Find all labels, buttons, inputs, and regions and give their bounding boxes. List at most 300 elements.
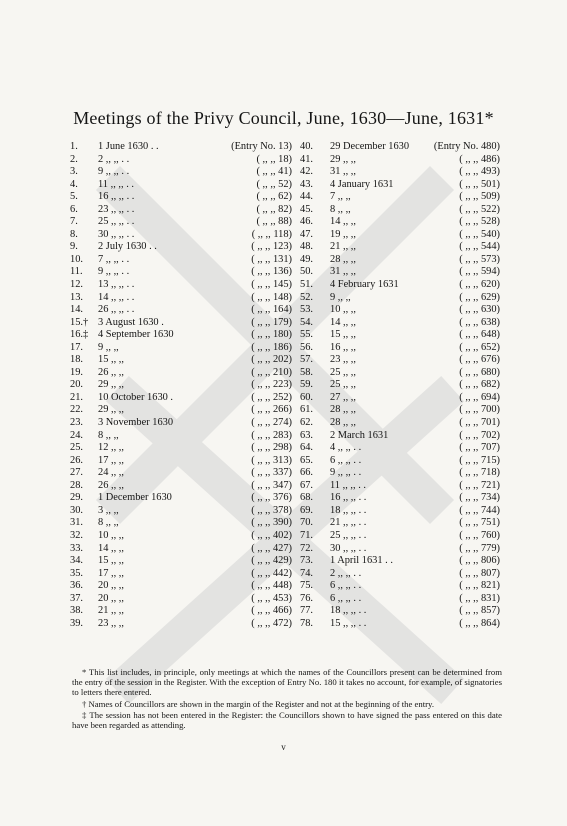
footnote-asterisk: * This list includes, in principle, only meetings at which the names of the Councillors present can be determined from the entry of the session in the Register. With the exception of Entry No. 180 it takes no account, for example, of signatories to letters there entered. xyxy=(72,667,502,698)
meeting-entry: ( ,, ,, 620) xyxy=(459,279,500,291)
meeting-row xyxy=(300,304,500,317)
meeting-num: 56. xyxy=(300,341,313,353)
meeting-entry: ( ,, ,, 427) xyxy=(251,542,292,554)
meeting-date: 30 ,, ,, . . xyxy=(98,228,135,240)
meeting-num: 33. xyxy=(70,542,83,554)
meeting-date: 16 ,, ,, . . xyxy=(330,492,367,504)
meeting-row xyxy=(300,266,500,279)
meeting-date: 3 November 1630 xyxy=(98,417,174,429)
meeting-num: 3. xyxy=(70,166,78,178)
meeting-entry: ( ,, ,, 779) xyxy=(459,542,500,554)
meeting-row xyxy=(70,342,292,355)
meeting-num: 47. xyxy=(300,228,313,240)
meeting-entry: ( ,, ,, 337) xyxy=(251,467,292,479)
meeting-entry: ( ,, ,, 707) xyxy=(459,442,500,454)
meeting-row xyxy=(300,580,500,593)
meeting-num: 69. xyxy=(300,504,313,516)
meeting-date: 9 ,, ,, . . xyxy=(330,467,362,479)
meeting-row xyxy=(70,367,292,380)
meeting-entry: ( ,, ,, 821) xyxy=(459,580,500,592)
meeting-entry: ( ,, ,, 131) xyxy=(251,253,292,265)
meeting-num: 1. xyxy=(70,141,78,152)
meeting-entry: (Entry No. 13) xyxy=(231,141,292,152)
meeting-entry: ( ,, ,, 501) xyxy=(459,178,500,190)
meeting-row xyxy=(70,568,292,581)
meeting-date: 25 ,, ,, xyxy=(330,379,356,391)
meeting-row xyxy=(300,593,500,606)
meeting-row xyxy=(70,216,292,229)
meeting-row xyxy=(300,166,500,179)
meeting-date: 3 ,, ,, xyxy=(98,504,119,516)
meeting-date: 28 ,, ,, xyxy=(330,417,356,429)
meeting-entry: ( ,, ,, 638) xyxy=(459,316,500,328)
meeting-date: 9 ,, ,, . . xyxy=(98,166,130,178)
meeting-entry: ( ,, ,, 180) xyxy=(251,329,292,341)
meeting-entry: ( ,, ,, 123) xyxy=(251,241,292,253)
meeting-num: 65. xyxy=(300,454,313,466)
meeting-row xyxy=(70,266,292,279)
meeting-date: 25 ,, ,, xyxy=(330,366,356,378)
meeting-row xyxy=(300,505,500,518)
meeting-date: 1 December 1630 xyxy=(98,492,172,504)
meeting-entry: ( ,, ,, 806) xyxy=(459,555,500,567)
meeting-entry: ( ,, ,, 630) xyxy=(459,304,500,316)
meeting-row xyxy=(300,442,500,455)
meeting-date: 27 ,, ,, xyxy=(330,391,356,403)
meeting-entry: ( ,, ,, 721) xyxy=(459,479,500,491)
meeting-entry: ( ,, ,, 210) xyxy=(251,366,292,378)
meeting-num: 70. xyxy=(300,517,313,529)
meeting-date: 1 April 1631 . . xyxy=(330,555,393,567)
meeting-entry: ( ,, ,, 648) xyxy=(459,329,500,341)
meeting-entry: ( ,, ,, 629) xyxy=(459,291,500,303)
meeting-date: 29 ,, ,, xyxy=(98,404,124,416)
meeting-entry: ( ,, ,, 223) xyxy=(251,379,292,391)
meeting-row xyxy=(300,279,500,292)
meeting-date: 15 ,, ,, . . xyxy=(330,617,367,629)
meeting-row xyxy=(70,417,292,430)
meeting-entry: ( ,, ,, 62) xyxy=(256,191,292,203)
meeting-date: 21 ,, ,, . . xyxy=(330,517,367,529)
meeting-num: 63. xyxy=(300,429,313,441)
meeting-date: 16 ,, ,, . . xyxy=(98,191,135,203)
meeting-num: 45. xyxy=(300,203,313,215)
meeting-date: 7 ,, ,, xyxy=(330,191,351,203)
meeting-num: 39. xyxy=(70,617,83,629)
meeting-entry: ( ,, ,, 402) xyxy=(251,529,292,541)
meeting-date: 29 ,, ,, xyxy=(98,379,124,391)
meeting-num: 78. xyxy=(300,617,313,629)
meeting-date: 28 ,, ,, xyxy=(330,404,356,416)
meeting-row xyxy=(300,367,500,380)
meeting-num: 46. xyxy=(300,216,313,228)
meeting-date: 9 ,, ,, xyxy=(330,291,351,303)
meeting-num: 40. xyxy=(300,141,313,152)
meeting-row xyxy=(300,317,500,330)
meeting-row xyxy=(300,179,500,192)
meeting-date: 6 ,, ,, . . xyxy=(330,592,362,604)
meeting-row xyxy=(300,455,500,468)
meeting-row xyxy=(300,480,500,493)
meeting-entry: ( ,, ,, 164) xyxy=(251,304,292,316)
meeting-entry: ( ,, ,, 528) xyxy=(459,216,500,228)
meeting-entry: ( ,, ,, 744) xyxy=(459,504,500,516)
meeting-date: 10 ,, ,, xyxy=(98,529,124,541)
meeting-row xyxy=(300,618,500,631)
meeting-num: 61. xyxy=(300,404,313,416)
meeting-num: 32. xyxy=(70,529,83,541)
meeting-row xyxy=(70,543,292,556)
meeting-num: 4. xyxy=(70,178,78,190)
meeting-row xyxy=(70,442,292,455)
footnote-dagger: † Names of Councillors are shown in the margin of the Register and not at the beginning of the entry. xyxy=(82,698,435,709)
meeting-date: 14 ,, ,, xyxy=(330,216,356,228)
meeting-date: 12 ,, ,, xyxy=(98,442,124,454)
meeting-row xyxy=(300,543,500,556)
meeting-num: 29. xyxy=(70,492,83,504)
meeting-entry: ( ,, ,, 857) xyxy=(459,605,500,617)
meeting-entry: ( ,, ,, 148) xyxy=(251,291,292,303)
meeting-date: 23 ,, ,, xyxy=(98,617,124,629)
meeting-num: 73. xyxy=(300,555,313,567)
meeting-date: 2 March 1631 xyxy=(330,429,389,441)
meeting-entry: ( ,, ,, 347) xyxy=(251,479,292,491)
meeting-num: 27. xyxy=(70,467,83,479)
meeting-row xyxy=(70,605,292,618)
meeting-row xyxy=(300,467,500,480)
meeting-row xyxy=(300,342,500,355)
meeting-row xyxy=(70,467,292,480)
meeting-row xyxy=(300,417,500,430)
meeting-date: 29 December 1630 xyxy=(330,141,410,152)
meeting-entry: ( ,, ,, 266) xyxy=(251,404,292,416)
meeting-date: 9 ,, ,, xyxy=(98,341,119,353)
meeting-row xyxy=(70,154,292,167)
meeting-num: 60. xyxy=(300,391,313,403)
meeting-entry: ( ,, ,, 594) xyxy=(459,266,500,278)
meeting-date: 23 ,, ,, xyxy=(330,354,356,366)
meeting-row xyxy=(70,555,292,568)
meeting-row xyxy=(300,241,500,254)
meeting-entry: ( ,, ,, 676) xyxy=(459,354,500,366)
meeting-date: 24 ,, ,, xyxy=(98,467,124,479)
meeting-num: 18. xyxy=(70,354,83,366)
meeting-num: 41. xyxy=(300,153,313,165)
meeting-row xyxy=(70,392,292,405)
meeting-num: 54. xyxy=(300,316,313,328)
meeting-row xyxy=(300,605,500,618)
meeting-entry: ( ,, ,, 41) xyxy=(256,166,292,178)
meeting-num: 20. xyxy=(70,379,83,391)
meeting-entry: ( ,, ,, 429) xyxy=(251,555,292,567)
meeting-num: 43. xyxy=(300,178,313,190)
meeting-num: 15.† xyxy=(70,316,89,328)
meeting-date: 29 ,, ,, xyxy=(330,153,356,165)
meeting-date: 31 ,, ,, xyxy=(330,266,356,278)
meeting-date: 21 ,, ,, xyxy=(98,605,124,617)
meeting-date: 6 ,, ,, . . xyxy=(330,454,362,466)
meetings-column-right xyxy=(300,141,500,630)
meeting-num: 12. xyxy=(70,279,83,291)
meeting-num: 2. xyxy=(70,153,78,165)
meeting-row xyxy=(70,254,292,267)
meeting-date: 14 ,, ,, . . xyxy=(98,291,135,303)
meeting-num: 11. xyxy=(70,266,83,278)
meeting-entry: ( ,, ,, 82) xyxy=(256,203,292,215)
meeting-row xyxy=(300,530,500,543)
meeting-num: 72. xyxy=(300,542,313,554)
meeting-row xyxy=(70,279,292,292)
meeting-num: 51. xyxy=(300,279,313,291)
meeting-entry: ( ,, ,, 274) xyxy=(251,417,292,429)
meeting-entry: ( ,, ,, 466) xyxy=(251,605,292,617)
meeting-date: 20 ,, ,, xyxy=(98,580,124,592)
meeting-entry: ( ,, ,, 573) xyxy=(459,253,500,265)
meeting-row xyxy=(70,580,292,593)
meeting-date: 26 ,, ,, xyxy=(98,479,124,491)
meeting-row xyxy=(70,530,292,543)
meeting-num: 30. xyxy=(70,504,83,516)
meeting-entry: ( ,, ,, 718) xyxy=(459,467,500,479)
meeting-row xyxy=(70,354,292,367)
meeting-row xyxy=(70,379,292,392)
meeting-num: 22. xyxy=(70,404,83,416)
meeting-entry: ( ,, ,, 283) xyxy=(251,429,292,441)
meeting-entry: ( ,, ,, 540) xyxy=(459,228,500,240)
meeting-entry: ( ,, ,, 376) xyxy=(251,492,292,504)
meeting-entry: ( ,, ,, 734) xyxy=(459,492,500,504)
meeting-row xyxy=(300,392,500,405)
meeting-num: 19. xyxy=(70,366,83,378)
meeting-entry: ( ,, ,, 145) xyxy=(251,279,292,291)
meeting-date: 11 ,, ,, . . xyxy=(330,479,366,491)
meeting-row xyxy=(300,191,500,204)
meeting-date: 21 ,, ,, xyxy=(330,241,356,253)
meeting-date: 8 ,, ,, xyxy=(330,203,351,215)
meeting-entry: ( ,, ,, 252) xyxy=(251,391,292,403)
meeting-row xyxy=(70,191,292,204)
meeting-entry: ( ,, ,, 682) xyxy=(459,379,500,391)
meeting-entry: ( ,, ,, 680) xyxy=(459,366,500,378)
meeting-num: 34. xyxy=(70,555,83,567)
meeting-date: 4 ,, ,, . . xyxy=(330,442,362,454)
meeting-num: 23. xyxy=(70,417,83,429)
meeting-date: 15 ,, ,, xyxy=(98,354,124,366)
meeting-row xyxy=(300,517,500,530)
meeting-date: 26 ,, ,, . . xyxy=(98,304,135,316)
meeting-date: 23 ,, ,, . . xyxy=(98,203,135,215)
meeting-num: 14. xyxy=(70,304,83,316)
meeting-date: 31 ,, ,, xyxy=(330,166,356,178)
meeting-date: 16 ,, ,, xyxy=(330,341,356,353)
meeting-date: 15 ,, ,, xyxy=(98,555,124,567)
meeting-num: 38. xyxy=(70,605,83,617)
meeting-entry: ( ,, ,, 136) xyxy=(251,266,292,278)
meeting-row xyxy=(300,379,500,392)
meeting-row xyxy=(70,430,292,443)
meeting-num: 64. xyxy=(300,442,313,454)
meeting-num: 71. xyxy=(300,529,313,541)
meeting-row xyxy=(300,404,500,417)
meeting-entry: ( ,, ,, 864) xyxy=(459,617,500,629)
meeting-entry: ( ,, ,, 448) xyxy=(251,580,292,592)
meeting-date: 20 ,, ,, xyxy=(98,592,124,604)
meeting-num: 75. xyxy=(300,580,313,592)
meeting-num: 66. xyxy=(300,467,313,479)
meeting-row xyxy=(70,179,292,192)
meeting-date: 30 ,, ,, . . xyxy=(330,542,367,554)
meeting-num: 68. xyxy=(300,492,313,504)
meeting-row xyxy=(70,593,292,606)
meeting-row xyxy=(70,505,292,518)
meeting-row xyxy=(300,292,500,305)
meeting-num: 42. xyxy=(300,166,313,178)
meeting-entry: ( ,, ,, 390) xyxy=(251,517,292,529)
meeting-row xyxy=(300,354,500,367)
meeting-num: 59. xyxy=(300,379,313,391)
meeting-num: 77. xyxy=(300,605,313,617)
meeting-entry: ( ,, ,, 378) xyxy=(251,504,292,516)
meeting-entry: (Entry No. 480) xyxy=(433,141,500,152)
meeting-num: 74. xyxy=(300,567,313,579)
meeting-row xyxy=(300,492,500,505)
meeting-entry: ( ,, ,, 486) xyxy=(459,153,500,165)
footnotes xyxy=(72,667,502,731)
meeting-entry: ( ,, ,, 52) xyxy=(256,178,292,190)
meeting-num: 13. xyxy=(70,291,83,303)
meeting-entry: ( ,, ,, 702) xyxy=(459,429,500,441)
meeting-entry: ( ,, ,, 442) xyxy=(251,567,292,579)
meeting-entry: ( ,, ,, 179) xyxy=(251,316,292,328)
meeting-num: 31. xyxy=(70,517,83,529)
meeting-row xyxy=(300,254,500,267)
meeting-num: 25. xyxy=(70,442,83,454)
meeting-date: 28 ,, ,, xyxy=(330,253,356,265)
meeting-num: 10. xyxy=(70,253,83,265)
meeting-entry: ( ,, ,, 694) xyxy=(459,391,500,403)
meeting-num: 76. xyxy=(300,592,313,604)
meeting-num: 44. xyxy=(300,191,313,203)
meeting-date: 11 ,, ,, . . xyxy=(98,178,134,190)
meeting-num: 28. xyxy=(70,479,83,491)
meeting-num: 8. xyxy=(70,228,78,240)
meeting-row xyxy=(70,241,292,254)
meeting-entry: ( ,, ,, 715) xyxy=(459,454,500,466)
meeting-date: 26 ,, ,, xyxy=(98,366,124,378)
meeting-date: 10 October 1630 . xyxy=(98,391,174,403)
meeting-date: 4 September 1630 xyxy=(98,329,174,341)
meeting-date: 3 August 1630 . xyxy=(98,316,164,328)
meeting-num: 26. xyxy=(70,454,83,466)
meeting-row xyxy=(70,455,292,468)
meeting-entry: ( ,, ,, 298) xyxy=(251,442,292,454)
meeting-entry: ( ,, ,, 493) xyxy=(459,166,500,178)
meeting-row xyxy=(300,204,500,217)
meeting-entry: ( ,, ,, 760) xyxy=(459,529,500,541)
meeting-num: 58. xyxy=(300,366,313,378)
meeting-row xyxy=(70,517,292,530)
meeting-row xyxy=(70,317,292,330)
meeting-row xyxy=(300,430,500,443)
meeting-entry: ( ,, ,, 88) xyxy=(256,216,292,228)
meeting-date: 4 January 1631 xyxy=(330,178,394,190)
meeting-date: 25 ,, ,, . . xyxy=(98,216,135,228)
meeting-date: 8 ,, ,, xyxy=(98,429,119,441)
meeting-num: 35. xyxy=(70,567,83,579)
meeting-num: 62. xyxy=(300,417,313,429)
meeting-date: 17 ,, ,, xyxy=(98,567,124,579)
meeting-row xyxy=(300,229,500,242)
meeting-row xyxy=(70,492,292,505)
meeting-row xyxy=(70,329,292,342)
meeting-num: 9. xyxy=(70,241,78,253)
meeting-date: 6 ,, ,, . . xyxy=(330,580,362,592)
meeting-date: 10 ,, ,, xyxy=(330,304,356,316)
meeting-entry: ( ,, ,, 509) xyxy=(459,191,500,203)
meeting-num: 17. xyxy=(70,341,83,353)
meeting-num: 57. xyxy=(300,354,313,366)
meeting-row xyxy=(300,154,500,167)
meeting-date: 14 ,, ,, xyxy=(98,542,124,554)
meeting-row xyxy=(300,568,500,581)
meeting-row xyxy=(300,329,500,342)
meeting-date: 2 July 1630 . . xyxy=(98,241,157,253)
meeting-row xyxy=(70,404,292,417)
meeting-row xyxy=(70,166,292,179)
meeting-date: 17 ,, ,, xyxy=(98,454,124,466)
meeting-row xyxy=(70,292,292,305)
meeting-row xyxy=(70,480,292,493)
meeting-entry: ( ,, ,, 700) xyxy=(459,404,500,416)
meeting-date: 1 June 1630 . . xyxy=(98,141,159,152)
meeting-num: 24. xyxy=(70,429,83,441)
meeting-num: 50. xyxy=(300,266,313,278)
meeting-row xyxy=(70,229,292,242)
meeting-entry: ( ,, ,, 472) xyxy=(251,617,292,629)
meeting-num: 67. xyxy=(300,479,313,491)
meeting-entry: ( ,, ,, 313) xyxy=(251,454,292,466)
footnote-double-dagger: ‡ The session has not been entered in the Register: the Councillors shown to have signed the pass entered on this date have been regarded as attending. xyxy=(72,709,502,731)
meeting-entry: ( ,, ,, 701) xyxy=(459,417,500,429)
meeting-date: 13 ,, ,, . . xyxy=(98,279,135,291)
meeting-date: 7 ,, ,, . . xyxy=(98,253,130,265)
meeting-row xyxy=(300,141,500,154)
meeting-num: 55. xyxy=(300,329,313,341)
meeting-date: 14 ,, ,, xyxy=(330,316,356,328)
meeting-entry: ( ,, ,, 453) xyxy=(251,592,292,604)
page-title: Meetings of the Privy Council, June, 1630—June, 1631* xyxy=(73,108,494,128)
meeting-num: 21. xyxy=(70,391,83,403)
meeting-entry: ( ,, ,, 522) xyxy=(459,203,500,215)
meeting-num: 7. xyxy=(70,216,78,228)
meeting-entry: ( ,, ,, 544) xyxy=(459,241,500,253)
meeting-date: 19 ,, ,, xyxy=(330,228,356,240)
meeting-entry: ( ,, ,, 202) xyxy=(251,354,292,366)
meeting-date: 15 ,, ,, xyxy=(330,329,356,341)
meeting-row xyxy=(300,555,500,568)
meeting-num: 52. xyxy=(300,291,313,303)
meeting-entry: ( ,, ,, 807) xyxy=(459,567,500,579)
meeting-entry: ( ,, ,, 18) xyxy=(256,153,292,165)
meeting-num: 49. xyxy=(300,253,313,265)
meeting-num: 37. xyxy=(70,592,83,604)
meeting-entry: ( ,, ,, 831) xyxy=(459,592,500,604)
meeting-num: 6. xyxy=(70,203,78,215)
meeting-row xyxy=(70,141,292,154)
meeting-date: 4 February 1631 xyxy=(330,279,399,291)
meeting-date: 18 ,, ,, . . xyxy=(330,504,367,516)
meeting-num: 5. xyxy=(70,191,78,203)
